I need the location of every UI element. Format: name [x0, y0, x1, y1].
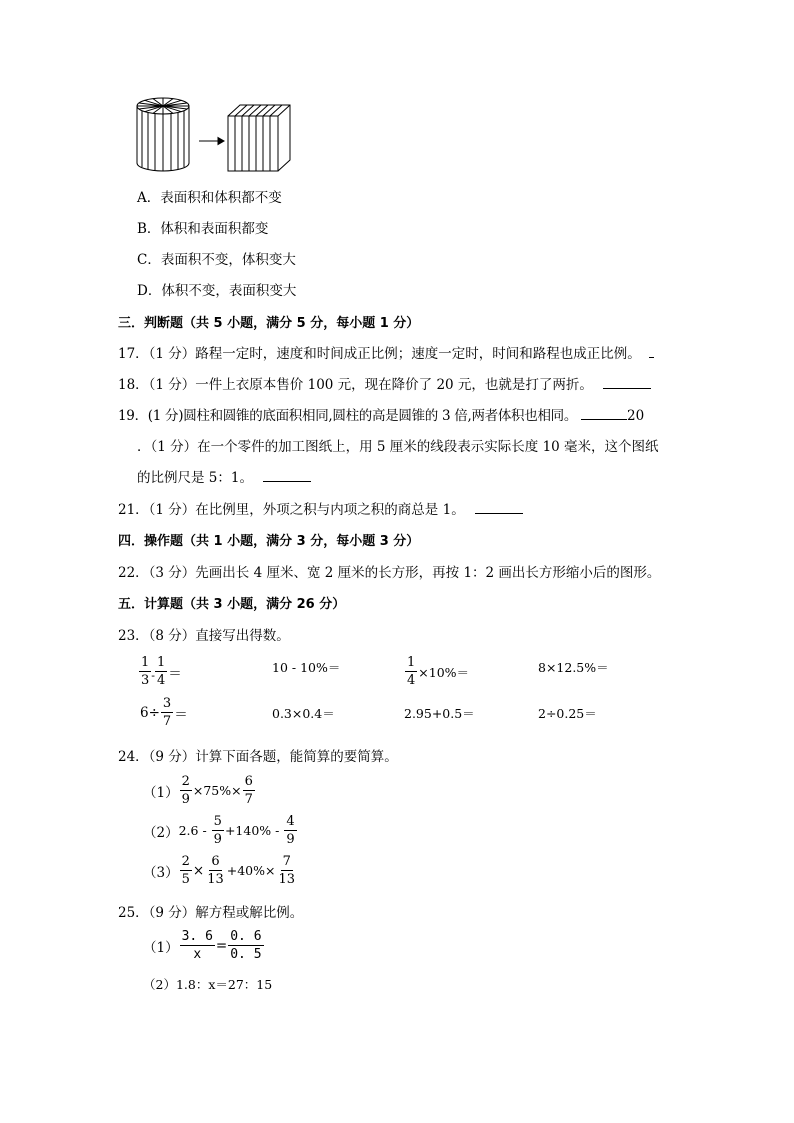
question-22: 22．（3 分）先画出长 4 厘米、宽 2 厘米的长方形，再按 1：2 画出长方形缩小后的图形。 [118, 565, 661, 581]
fraction: $\frac{0. 6}{0. 5}$ [230, 929, 262, 962]
question-21-text: 21．（1 分）在比例里，外项之积与内项之积的商总是 1。 [118, 502, 465, 518]
fraction: $\frac{6}{7}$ [244, 774, 253, 807]
fraction: $\frac{2}{5}$ [181, 854, 190, 887]
section-5-title: 五．计算题（共 3 小题，满分 26 分） [118, 597, 346, 612]
option-b: B．体积和表面积都变 [137, 221, 269, 237]
answer-blank-19[interactable] [581, 407, 627, 420]
q23-item-1: $\frac{1}{3}$ - $\frac{1}{4}$ ＝ [141, 655, 182, 688]
fraction: $\frac{3. 6}{x}$ [181, 929, 213, 962]
q24-part-1: （1） $\frac{2}{9}$ ×75%× $\frac{6}{7}$ [143, 774, 253, 807]
q24-part-2: （2） 2.6 - $\frac{5}{9}$ +140% - $\frac{4}{9}$ [143, 814, 295, 847]
question-19 [118, 404, 644, 424]
q23-item-5: 6÷ $\frac{3}{7}$ ＝ [140, 696, 188, 729]
option-d: D．体积不变，表面积变大 [137, 283, 297, 299]
cylinder-to-cuboid-icon [136, 96, 301, 172]
fraction: $\frac{1}{3}$ [141, 655, 150, 688]
fraction: $\frac{2}{9}$ [181, 774, 190, 807]
question-20-line-1: ．（1 分）在一个零件的加工图纸上，用 5 厘米的线段表示实际长度 10 毫米，这个图纸 [137, 439, 659, 455]
answer-blank-17[interactable] [649, 345, 654, 358]
q23-item-7: 2.95+0.5＝ [404, 706, 475, 721]
section-3-title: 三．判断题（共 5 小题，满分 5 分，每小题 1 分） [118, 316, 420, 331]
question-25-stem: 25．（9 分）解方程或解比例。 [118, 905, 304, 921]
fraction: $\frac{4}{9}$ [286, 814, 295, 847]
question-18 [118, 373, 651, 393]
q23-item-6: 0.3×0.4＝ [272, 706, 335, 721]
question-20-line-2 [137, 466, 311, 486]
fraction: $\frac{1}{4}$ [407, 655, 416, 688]
question-20-text: 的比例尺是 5：1。 [137, 470, 253, 486]
question-20-number: 20 [627, 408, 645, 424]
q25-part-1: （1） $\frac{3. 6}{x}$ = $\frac{0. 6}{0. 5}$ [143, 929, 262, 962]
answer-blank-18[interactable] [603, 376, 651, 389]
fraction: $\frac{7}{13}$ [278, 854, 296, 887]
q23-item-8: 2÷0.25＝ [538, 706, 597, 721]
question-24-stem: 24．（9 分）计算下面各题，能简算的要简算。 [118, 749, 398, 765]
fraction: $\frac{6}{13}$ [207, 854, 224, 887]
question-19-text: 19．(1 分)圆柱和圆锥的底面积相同,圆柱的高是圆锥的 3 倍,两者体积也相同。 [118, 408, 578, 424]
answer-blank-21[interactable] [475, 501, 523, 514]
question-21 [118, 498, 523, 518]
q24-part-3: （3） $\frac{2}{5}$ × $\frac{6}{13}$ +40%× $\frac{7}{13}$ [143, 854, 296, 887]
q23-item-4: 8×12.5%＝ [538, 660, 609, 675]
cylinder-to-cuboid-figure [136, 96, 301, 176]
fraction: $\frac{5}{9}$ [213, 814, 222, 847]
question-18-text: 18．（1 分）一件上衣原本售价 100 元，现在降价了 20 元，也就是打了两折。 [118, 377, 593, 393]
question-17 [118, 342, 654, 362]
question-23-stem: 23．（8 分）直接写出得数。 [118, 628, 290, 644]
section-4-title: 四．操作题（共 1 小题，满分 3 分，每小题 3 分） [118, 534, 420, 549]
option-c: C．表面积不变，体积变大 [137, 252, 296, 268]
fraction: $\frac{1}{4}$ [157, 655, 166, 688]
question-17-text: 17．（1 分）路程一定时，速度和时间成正比例；速度一定时，时间和路程也成正比例。 [118, 346, 641, 362]
q25-part-2: （2）1.8：x＝27：15 [143, 977, 273, 992]
option-a: A．表面积和体积都不变 [137, 190, 282, 206]
fraction: $\frac{3}{7}$ [162, 696, 172, 729]
q23-item-3: $\frac{1}{4}$ ×10%＝ [407, 655, 470, 688]
answer-blank-20[interactable] [263, 469, 311, 482]
q23-item-2: 10 - 10%＝ [272, 660, 341, 675]
